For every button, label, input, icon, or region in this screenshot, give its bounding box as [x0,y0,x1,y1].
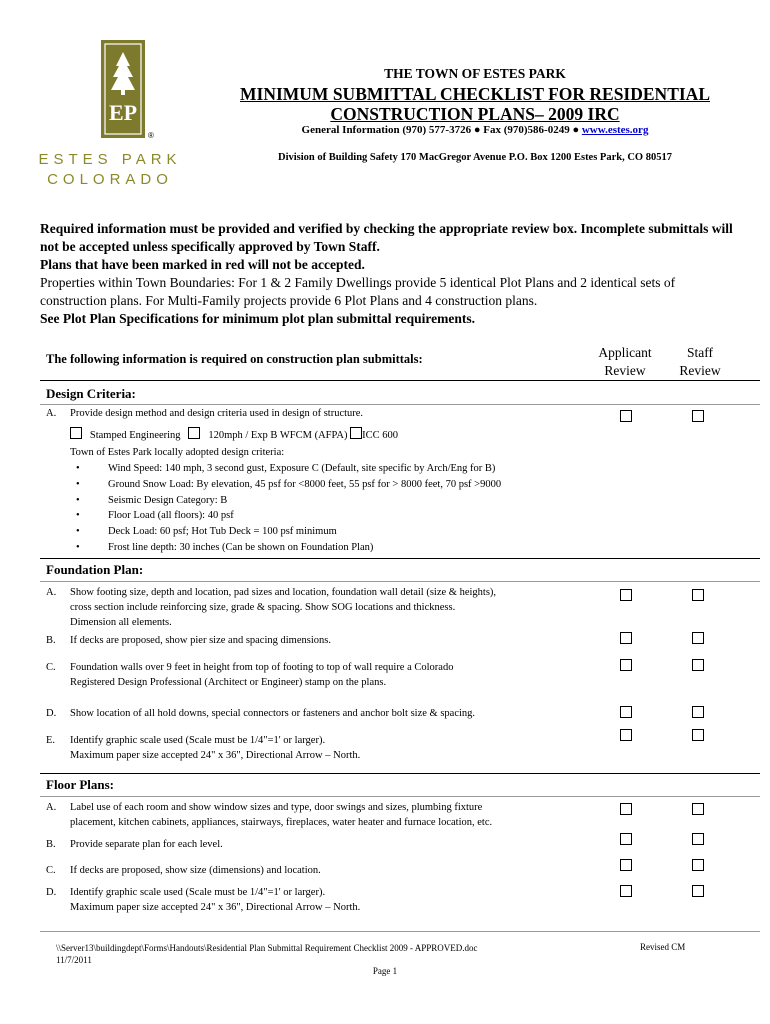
floor-c-applicant-checkbox[interactable] [620,859,632,871]
foundation-item-a [46,585,596,630]
foundation-item-e [46,733,596,763]
item-text: Identify graphic scale used (Scale must be 1/4"=1' or larger). [70,887,326,898]
section-divider [40,773,760,774]
foundation-a-applicant-checkbox[interactable] [620,589,632,601]
intro-required-info: Required information must be provided and verified by checking the appropriate review box. Incomplete submittals will not be accepted unless specifically approved by Town Staff. [40,221,733,254]
section-divider [40,558,760,559]
list-item: • Ground Snow Load: By elevation, 45 psf for <8000 feet, 55 psf for > 8000 feet, 70 psf >9000 [70,477,610,493]
item-text: If decks are proposed, show pier size and spacing dimensions. [70,635,331,646]
title-line1: MINIMUM SUBMITTAL CHECKLIST FOR RESIDENTIAL [240,84,710,104]
item-letter: A. [46,802,57,813]
floor-a-applicant-checkbox[interactable] [620,803,632,815]
stamped-engineering-label: Stamped Engineering [89,430,181,441]
foundation-c-staff-checkbox[interactable] [692,659,704,671]
footer-file-info [56,942,477,966]
foundation-a-staff-checkbox[interactable] [692,589,704,601]
list-item: • Floor Load (all floors): 40 psf [70,508,610,524]
floor-d-applicant-checkbox[interactable] [620,885,632,897]
item-letter: E. [46,735,56,746]
staff-review-header [665,344,735,380]
footer-revised: Revised CM [640,942,686,952]
item-text: Maximum paper size accepted 24" x 36", Directional Arrow – North. [70,902,361,913]
item-letter: D. [46,708,57,719]
foundation-d-applicant-checkbox[interactable] [620,706,632,718]
design-criteria-heading: Design Criteria: [46,386,136,401]
logo-wordmark [30,150,190,190]
estes-park-logo [101,40,145,138]
staff-header-line1: Staff [687,345,713,360]
floor-plans-heading: Floor Plans: [46,777,115,792]
intro-plot-plan: See Plot Plan Specifications for minimum plot plan submittal requirements. [40,311,476,326]
staff-header-line2: Review [679,363,721,378]
section-divider [40,404,760,405]
town-adopted-criteria: Town of Estes Park locally adopted design criteria: [70,447,285,458]
applicant-review-header [590,344,660,380]
table-divider [40,380,760,381]
logo-line2: COLORADO [47,171,173,188]
foundation-e-applicant-checkbox[interactable] [620,729,632,741]
logo-line1: ESTES PARK [38,151,182,168]
icc600-label: ICC 600 [362,430,398,441]
icc600-checkbox[interactable] [350,427,362,439]
general-information [220,124,730,136]
list-item: • Deck Load: 60 psf; Hot Tub Deck = 100 psf minimum [70,524,610,540]
wfcm-label: 120mph / Exp B WFCM (AFPA) [208,430,348,441]
intro-properties: Properties within Town Boundaries: For 1 & 2 Family Dwellings provide 5 identical Plot Plans and 2 identical sets of construction plans. For Multi-Family projects provide 6 Plot Plans and 4 construction plans. [40,275,676,308]
item-text: If decks are proposed, show size (dimensions) and location. [70,865,321,876]
floor-b-applicant-checkbox[interactable] [620,833,632,845]
floor-a-staff-checkbox[interactable] [692,803,704,815]
registered-mark: ® [148,131,154,140]
foundation-item-c [46,660,596,690]
floor-item-c [46,863,596,878]
applicant-header-line1: Applicant [598,345,652,360]
applicant-header-line2: Review [604,363,646,378]
list-item: • Seismic Design Category: B [70,493,610,509]
wfcm-checkbox[interactable] [188,427,200,439]
section-divider [40,581,760,582]
item-text: Foundation walls over 9 feet in height from top of footing to top of wall require a Colorado [70,662,454,673]
item-letter: A. [46,408,57,419]
foundation-b-applicant-checkbox[interactable] [620,632,632,644]
title-line2: CONSTRUCTION PLANS– 2009 IRC [330,104,620,124]
item-text: Maximum paper size accepted 24" x 36", Directional Arrow – North. [70,750,361,761]
floor-c-staff-checkbox[interactable] [692,859,704,871]
website-link[interactable]: www.estes.org [581,124,649,136]
logo-monogram: EP [108,100,138,125]
item-letter: A. [46,587,57,598]
item-letter: D. [46,887,57,898]
item-text: placement, kitchen cabinets, appliances, stairways, fireplaces, water heater and furnace location, etc. [70,817,493,828]
item-text: Provide separate plan for each level. [70,839,223,850]
design-item-a [46,406,596,421]
foundation-item-b [46,633,596,648]
town-heading: THE TOWN OF ESTES PARK [384,66,566,81]
section-divider [40,796,760,797]
item-text: Registered Design Professional (Architect or Engineer) stamp on the plans. [70,677,387,688]
stamped-engineering-checkbox[interactable] [70,427,82,439]
footer-file-path: \\Server13\buildingdept\Forms\Handouts\Residential Plan Submittal Requirement Checklist 2009 - APPROVED.doc [56,943,478,953]
intro-paragraph [40,220,740,328]
foundation-b-staff-checkbox[interactable] [692,632,704,644]
item-letter: C. [46,865,56,876]
item-text: Identify graphic scale used (Scale must be 1/4"=1' or larger). [70,735,326,746]
foundation-d-staff-checkbox[interactable] [692,706,704,718]
design-a-staff-checkbox[interactable] [692,410,704,422]
list-item: • Wind Speed: 140 mph, 3 second gust, Exposure C (Default, site specific by Arch/Eng for B) [70,461,610,477]
list-item: • Frost line depth: 30 inches (Can be shown on Foundation Plan) [70,540,610,556]
item-letter: C. [46,662,56,673]
intro-red-marks: Plans that have been marked in red will not be accepted. [40,257,365,272]
floor-d-staff-checkbox[interactable] [692,885,704,897]
item-text: cross section include reinforcing size, grade & spacing. Show SOG locations and thickness. [70,602,456,613]
floor-item-b [46,837,596,852]
item-letter: B. [46,839,56,850]
item-text: Show footing size, depth and location, pad sizes and location, foundation wall detail (size & heights), [70,587,497,598]
floor-item-a [46,800,596,830]
foundation-e-staff-checkbox[interactable] [692,729,704,741]
foundation-plan-heading: Foundation Plan: [46,562,144,577]
floor-b-staff-checkbox[interactable] [692,833,704,845]
division-address: Division of Building Safety 170 MacGregor Avenue P.O. Box 1200 Estes Park, CO 80517 [278,152,672,163]
design-method-options [70,427,398,443]
general-info-text: General Information (970) 577-3726 ● Fax (970)586-0249 ● [301,124,582,136]
document-title [220,84,730,124]
item-text: Label use of each room and show window sizes and type, door swings and sizes, plumbing fixture [70,802,483,813]
item-text: Show location of all hold downs, special connectors or fasteners and anchor bolt size & spacing. [70,708,476,719]
footer-date: 11/7/2011 [56,955,92,965]
item-text: Dimension all elements. [70,617,172,628]
foundation-item-d [46,706,596,721]
footer-divider [40,931,760,932]
design-criteria-list [70,461,610,556]
item-text: Provide design method and design criteria used in design of structure. [70,408,364,419]
table-header-label: The following information is required on construction plan submittals: [46,352,423,366]
item-letter: B. [46,635,56,646]
design-a-applicant-checkbox[interactable] [620,410,632,422]
foundation-c-applicant-checkbox[interactable] [620,659,632,671]
floor-item-d [46,885,596,915]
page-number: Page 1 [372,966,398,976]
